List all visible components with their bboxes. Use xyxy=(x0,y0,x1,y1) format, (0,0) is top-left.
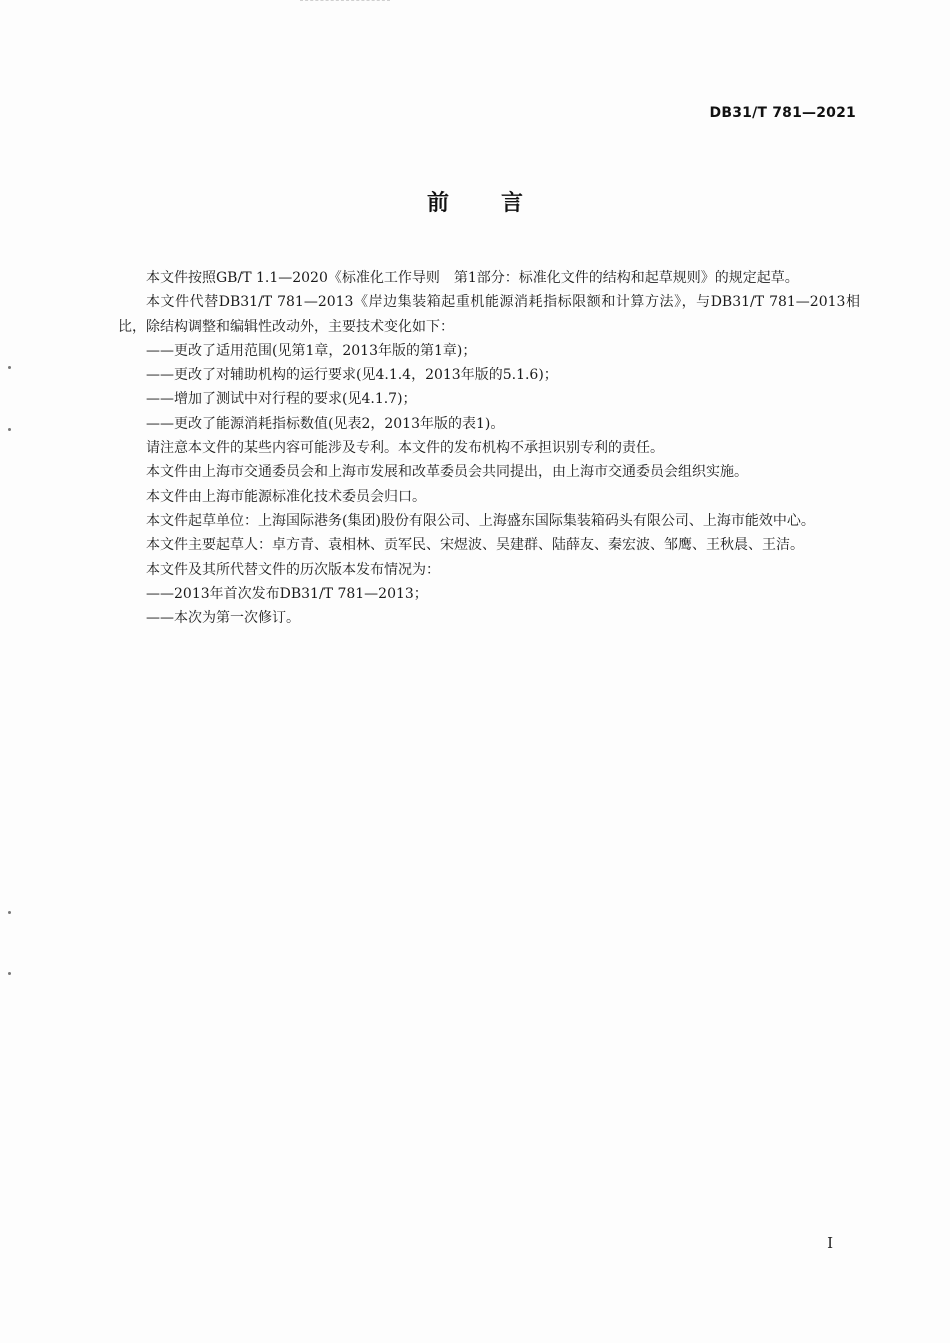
standard-code: DB31/T 781—2021 xyxy=(709,105,856,121)
paragraph-drafters: 本文件主要起草人：卓方青、袁相林、贡军民、宋煜波、吴建群、陆薛友、秦宏波、邹鹰、王秋晨、王洁。 xyxy=(146,537,804,554)
scan-speck xyxy=(8,972,11,975)
change-item: ——更改了能源消耗指标数值(见表2，2013年版的表1)。 xyxy=(146,415,505,432)
page-number: I xyxy=(827,1234,833,1252)
paragraph-centralized-unit: 本文件由上海市能源标准化技术委员会归口。 xyxy=(146,488,426,505)
change-item: ——更改了适用范围(见第1章，2013年版的第1章)； xyxy=(146,342,477,359)
history-item: ——2013年首次发布DB31/T 781—2013； xyxy=(146,585,428,602)
change-item: ——增加了测试中对行程的要求(见4.1.7)； xyxy=(146,391,417,408)
paragraph-proposer: 本文件由上海市交通委员会和上海市发展和改革委员会共同提出，由上海市交通委员会组织实施。 xyxy=(146,464,748,481)
paragraph-version-history: 本文件及其所代替文件的历次版本发布情况为： xyxy=(146,561,440,578)
foreword-body xyxy=(118,266,860,630)
change-item: ——更改了对辅助机构的运行要求(见4.1.4，2013年版的5.1.6)； xyxy=(146,367,558,384)
paragraph-drafting-basis: 本文件按照GB/T 1.1—2020《标准化工作导则 第1部分：标准化文件的结构和起草规则》的规定起草。 xyxy=(146,270,799,286)
scan-speck xyxy=(8,366,11,369)
paragraph-replacement: 本文件代替DB31/T 781—2013《岸边集装箱起重机能源消耗指标限额和计算方法》，与DB31/T 781—2013相比，除结构调整和编辑性改动外，主要技术变化如下： xyxy=(118,294,860,335)
scan-speck xyxy=(8,911,11,914)
page-title: 前言 xyxy=(426,191,575,216)
scan-speck xyxy=(8,428,11,431)
history-item: ——本次为第一次修订。 xyxy=(146,610,300,627)
scan-edge-mark xyxy=(300,0,390,2)
paragraph-drafting-units: 本文件起草单位：上海国际港务(集团)股份有限公司、上海盛东国际集装箱码头有限公司、上海市能效中心。 xyxy=(146,512,815,529)
paragraph-patent-notice: 请注意本文件的某些内容可能涉及专利。本文件的发布机构不承担识别专利的责任。 xyxy=(146,440,664,457)
